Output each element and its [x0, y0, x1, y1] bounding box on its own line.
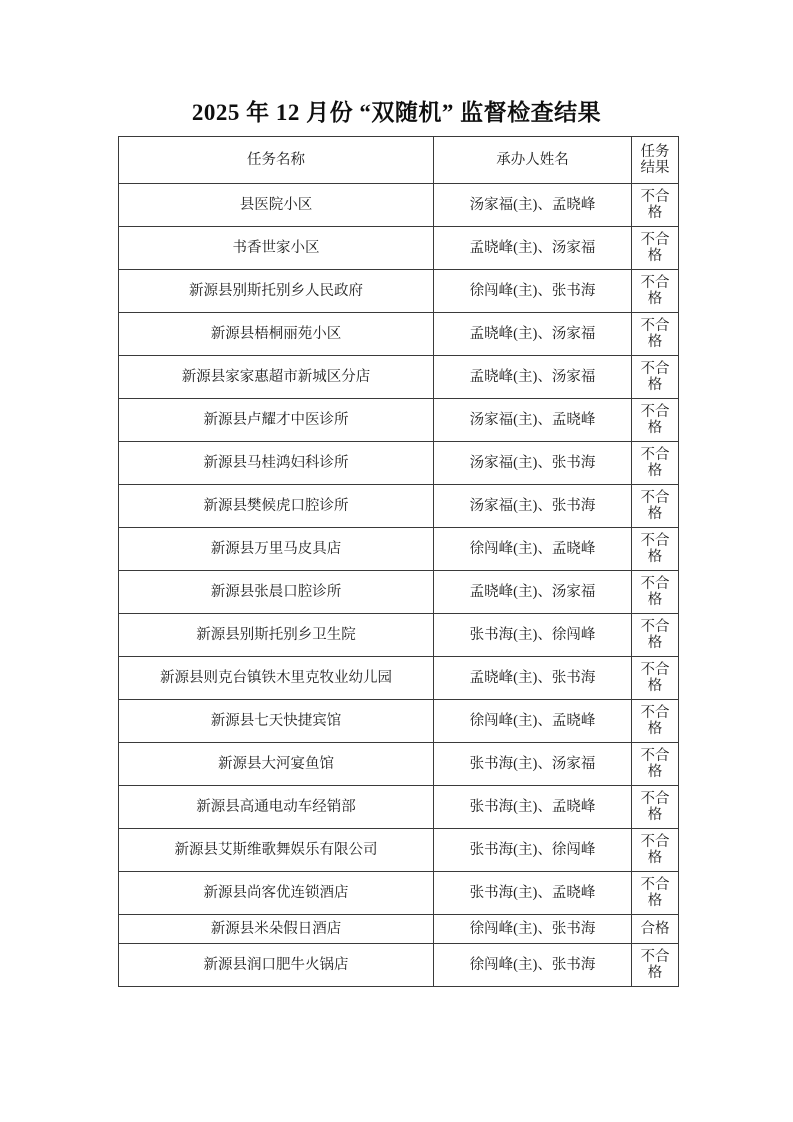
handler-names-cell: 张书海(主)、孟晓峰 — [434, 872, 632, 915]
handler-names-cell: 张书海(主)、汤家福 — [434, 743, 632, 786]
table-row — [119, 700, 679, 743]
table-row — [119, 184, 679, 227]
task-name-cell: 新源县家家惠超市新城区分店 — [119, 356, 434, 399]
task-name-cell: 新源县张晨口腔诊所 — [119, 571, 434, 614]
task-name-cell: 新源县七天快捷宾馆 — [119, 700, 434, 743]
handler-names-cell: 汤家福(主)、张书海 — [434, 485, 632, 528]
handler-names-cell: 徐闯峰(主)、张书海 — [434, 270, 632, 313]
inspection-results-table — [118, 136, 679, 987]
task-result-cell: 不合格 — [632, 442, 679, 485]
task-result-cell: 不合格 — [632, 356, 679, 399]
task-name-cell: 新源县别斯托别乡人民政府 — [119, 270, 434, 313]
table-row — [119, 614, 679, 657]
page-title: 2025 年 12 月份 “双随机” 监督检查结果 — [191, 100, 602, 125]
table-row — [119, 270, 679, 313]
table-body — [119, 184, 679, 987]
task-name-cell: 新源县润口肥牛火锅店 — [119, 944, 434, 987]
task-name-cell: 新源县马桂鸿妇科诊所 — [119, 442, 434, 485]
task-result-cell: 不合格 — [632, 528, 679, 571]
task-name-cell: 新源县艾斯维歌舞娱乐有限公司 — [119, 829, 434, 872]
handler-names-cell: 孟晓峰(主)、汤家福 — [434, 571, 632, 614]
header-row — [119, 137, 679, 184]
table-row — [119, 743, 679, 786]
table-row — [119, 657, 679, 700]
table-row — [119, 786, 679, 829]
handler-names-cell: 汤家福(主)、孟晓峰 — [434, 399, 632, 442]
table-row — [119, 829, 679, 872]
handler-names-cell: 徐闯峰(主)、张书海 — [434, 915, 632, 944]
handler-names-cell: 孟晓峰(主)、汤家福 — [434, 356, 632, 399]
task-result-cell: 不合格 — [632, 657, 679, 700]
task-result-cell: 不合格 — [632, 743, 679, 786]
task-name-cell: 新源县梧桐丽苑小区 — [119, 313, 434, 356]
table-row — [119, 485, 679, 528]
task-result-cell: 不合格 — [632, 786, 679, 829]
task-result-cell: 不合格 — [632, 829, 679, 872]
handler-names-cell: 孟晓峰(主)、汤家福 — [434, 313, 632, 356]
task-result-cell: 不合格 — [632, 700, 679, 743]
task-name-cell: 新源县卢耀才中医诊所 — [119, 399, 434, 442]
table-row — [119, 356, 679, 399]
handler-names-cell: 汤家福(主)、张书海 — [434, 442, 632, 485]
table-row — [119, 872, 679, 915]
handler-names-cell: 张书海(主)、徐闯峰 — [434, 829, 632, 872]
task-result-cell: 合格 — [632, 915, 679, 944]
task-result-cell: 不合格 — [632, 614, 679, 657]
task-result-cell: 不合格 — [632, 184, 679, 227]
task-name-cell: 新源县尚客优连锁酒店 — [119, 872, 434, 915]
task-name-cell: 新源县别斯托别乡卫生院 — [119, 614, 434, 657]
task-name-cell: 新源县樊候虎口腔诊所 — [119, 485, 434, 528]
task-result-cell: 不合格 — [632, 399, 679, 442]
task-name-cell: 新源县高通电动车经销部 — [119, 786, 434, 829]
handler-names-cell: 孟晓峰(主)、汤家福 — [434, 227, 632, 270]
task-result-cell: 不合格 — [632, 270, 679, 313]
table-row — [119, 528, 679, 571]
table-row — [119, 571, 679, 614]
handler-names-cell: 徐闯峰(主)、张书海 — [434, 944, 632, 987]
task-name-cell: 县医院小区 — [119, 184, 434, 227]
table-row — [119, 915, 679, 944]
handler-names-cell: 徐闯峰(主)、孟晓峰 — [434, 700, 632, 743]
task-result-cell: 不合格 — [632, 485, 679, 528]
task-name-cell: 新源县万里马皮具店 — [119, 528, 434, 571]
task-result-cell: 不合格 — [632, 944, 679, 987]
task-result-cell: 不合格 — [632, 872, 679, 915]
table-row — [119, 442, 679, 485]
table-row — [119, 399, 679, 442]
col-header-task-result: 任务结果 — [632, 137, 679, 184]
task-result-cell: 不合格 — [632, 571, 679, 614]
task-name-cell: 新源县米朵假日酒店 — [119, 915, 434, 944]
handler-names-cell: 汤家福(主)、孟晓峰 — [434, 184, 632, 227]
handler-names-cell: 孟晓峰(主)、张书海 — [434, 657, 632, 700]
handler-names-cell: 徐闯峰(主)、孟晓峰 — [434, 528, 632, 571]
handler-names-cell: 张书海(主)、徐闯峰 — [434, 614, 632, 657]
table-row — [119, 944, 679, 987]
task-name-cell: 新源县则克台镇铁木里克牧业幼儿园 — [119, 657, 434, 700]
col-header-task-name: 任务名称 — [119, 137, 434, 184]
task-name-cell: 新源县大河宴鱼馆 — [119, 743, 434, 786]
task-result-cell: 不合格 — [632, 227, 679, 270]
table-header — [119, 137, 679, 184]
handler-names-cell: 张书海(主)、孟晓峰 — [434, 786, 632, 829]
task-name-cell: 书香世家小区 — [119, 227, 434, 270]
table-row — [119, 313, 679, 356]
task-result-cell: 不合格 — [632, 313, 679, 356]
table-row — [119, 227, 679, 270]
col-header-handler-name: 承办人姓名 — [434, 137, 632, 184]
